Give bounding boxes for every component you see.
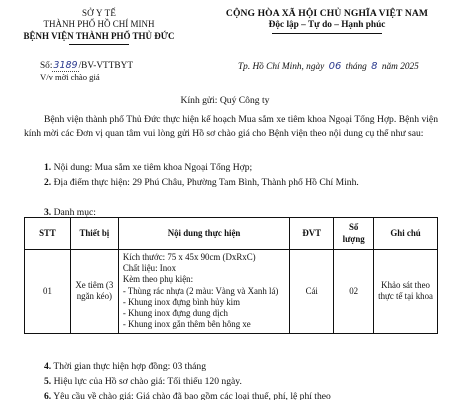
date-month-label: tháng	[345, 62, 367, 72]
document-date	[238, 61, 419, 74]
item-number: 1.	[44, 162, 52, 173]
content-line: - Khung inox đựng bình hủy kim	[122, 296, 241, 307]
list-item	[44, 176, 438, 190]
content-line: - Khung inox đựng dung dịch	[122, 308, 228, 319]
cell-note: Khảo sát theo thực tế tại khoa	[374, 250, 438, 334]
cell-device: Xe tiêm (3 ngăn kéo)	[70, 250, 118, 334]
column-header-note: Ghi chú	[374, 218, 438, 250]
date-year: năm 2025	[381, 62, 419, 72]
column-header-device: Thiết bị	[70, 218, 118, 250]
list-item	[44, 360, 450, 374]
item-number: 4.	[44, 361, 52, 372]
document-number-handwritten: 3189	[53, 60, 78, 71]
national-title: CỘNG HÒA XÃ HỘI CHỦ NGHĨA VIỆT NAM	[225, 8, 429, 19]
column-header-unit: ĐVT	[290, 218, 334, 250]
content-line: Kích thước: 75 x 45x 90cm (DxRxC)	[122, 252, 256, 262]
table-header-row	[25, 218, 438, 250]
item-text: Yêu cầu về chào giá: Giá chào đã bao gồm các loại thuế, phí, lệ phí theo	[51, 391, 331, 400]
item-number: 6.	[44, 391, 52, 400]
cell-stt: 01	[25, 250, 71, 334]
item-text: Hiệu lực của Hồ sơ chào giá: Tối thiểu 120 ngày.	[51, 376, 242, 387]
greeting: Kính gửi: Quý Công ty	[180, 95, 270, 106]
content-line: - Khung inox gắn thêm bên hông xe	[122, 319, 251, 330]
issuer-underline	[69, 44, 129, 45]
national-header	[214, 8, 440, 34]
item-text: Địa điểm thực hiện: 29 Phú Châu, Phường Tam Bình, Thành phố Hồ Chí Minh.	[51, 177, 359, 188]
table-row	[25, 250, 438, 334]
column-header-stt: STT	[25, 218, 71, 250]
equipment-table	[24, 217, 438, 334]
issuer-header	[14, 8, 184, 45]
document-number-suffix: /BV-VTTBYT	[78, 61, 133, 71]
content-line: Kèm theo phụ kiện:	[122, 274, 194, 285]
item-text: Thời gian thực hiện hợp đồng: 03 tháng	[51, 361, 206, 372]
issuer-hospital: BỆNH VIỆN THÀNH PHỐ THỦ ĐỨC	[23, 30, 175, 41]
cell-unit: Cái	[290, 250, 334, 334]
issuer-department: SỞ Y TẾ	[81, 8, 117, 18]
national-motto: Độc lập – Tự do – Hạnh phúc	[268, 19, 386, 30]
item-text: Nội dung: Mua sắm xe tiêm khoa Ngoại Tổng Hợp;	[51, 162, 253, 173]
column-header-content: Nội dung thực hiện	[118, 218, 289, 250]
item-number: 2.	[44, 177, 52, 188]
list-item	[44, 390, 450, 400]
document-subject: V/v mời chào giá	[40, 72, 100, 82]
column-header-quantity: Số lượng	[334, 218, 374, 250]
item-number: 5.	[44, 376, 52, 387]
item-text: Danh mục:	[51, 207, 96, 218]
motto-underline	[272, 33, 382, 34]
document-number	[40, 60, 133, 73]
cell-quantity: 02	[334, 250, 374, 334]
document-number-prefix: Số:	[40, 61, 53, 71]
content-line: - Thùng rác nhựa (2 màu: Vàng và Xanh lá)	[122, 285, 279, 296]
item-number: 3.	[44, 207, 52, 218]
list-item	[44, 375, 450, 389]
date-prefix: Tp. Hồ Chí Minh, ngày	[238, 62, 325, 72]
list-item	[44, 161, 450, 175]
date-day: 06	[328, 61, 342, 72]
issuer-city: THÀNH PHỐ HỒ CHÍ MINH	[43, 19, 155, 30]
cell-content	[118, 250, 289, 334]
content-line: Chất liệu: Inox	[122, 263, 177, 274]
intro-paragraph: Bệnh viện thành phố Thủ Đức thực hiện kế hoạch Mua sắm xe tiêm khoa Ngoại Tổng Hợp. Bệnh viện kính mời các Đơn vị quan tâm vui lòng gửi Hồ sơ chào giá cho Bệnh viện theo nội dung cụ thể như sau:	[24, 114, 438, 140]
date-month: 8	[371, 61, 378, 72]
